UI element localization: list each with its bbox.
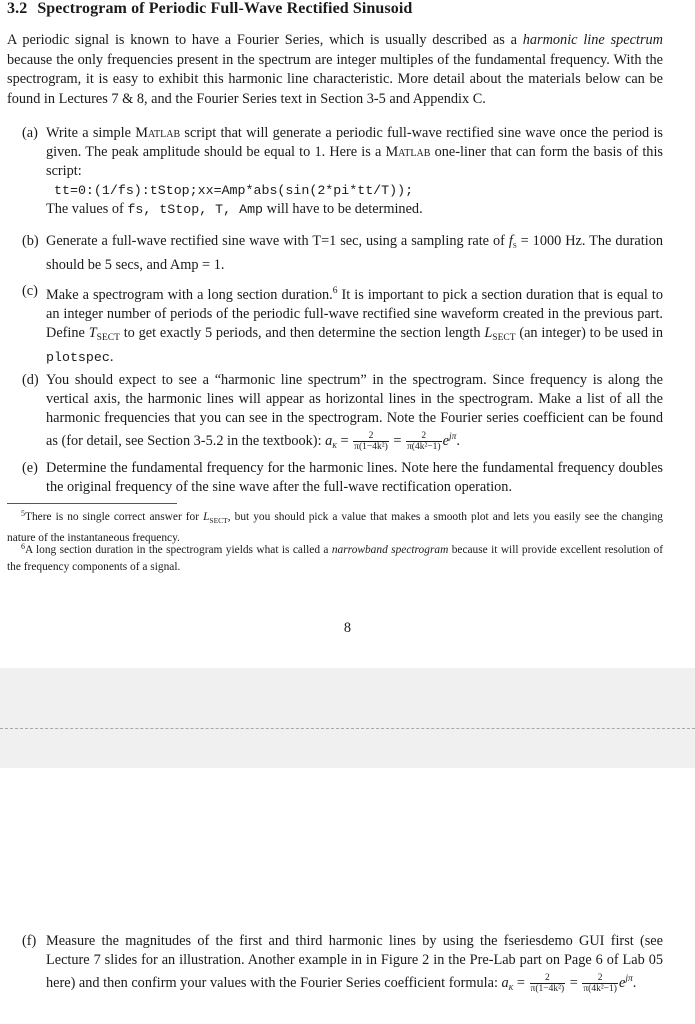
math-symbol: e <box>618 975 626 991</box>
matlab-code-line: tt=0:(1/fs):tStop;xx=Amp*abs(sin(2*pi*tt/T)); <box>54 183 414 198</box>
section-heading <box>7 0 412 18</box>
fraction-denominator: π(4k²−1) <box>583 984 617 995</box>
section-title: Spectrogram of Periodic Full-Wave Rectified Sinusoid <box>37 0 413 17</box>
math-symbol: L <box>484 325 493 341</box>
item-a-text: one-liner that can form the basis of this script: <box>46 144 663 179</box>
math-subscript: k <box>332 441 337 451</box>
item-c-text: . <box>109 349 114 365</box>
item-a <box>22 124 663 219</box>
item-f: (f) Measure the magnitudes of the first and third harmonic lines by using the fseriesdemo GUI first (see Lecture 7 slides for an illustration. Another example in in Figure 2 in the Pre-Lab part on Page 6 of Lab 05 here) and then confirm your values with the Fourier Series coefficient formula: $a_k$ = $\frac{2}{\text{π(1−4k²)}}$ = $\frac{2}{\text{π(4k²−1)}}$ $e^{j\pi}$. <box>22 933 663 995</box>
math-subscript: SECT <box>209 516 228 525</box>
item-c-text: It is important to pick a section duration that is equal to an integer number of periods of the periodic full-wave rectified sine waveform created in the previous part. Define <box>46 287 663 341</box>
fraction-numerator: 2 <box>530 973 566 984</box>
section-number: 3.2 <box>7 0 28 17</box>
item-c-text: Make a spectrogram with a long section duration. <box>46 287 333 303</box>
item-c <box>22 282 663 367</box>
math-superscript: jπ <box>448 432 457 442</box>
footnote-text: A long section duration in the spectrogram yields what is called a <box>25 544 332 556</box>
code-plotspec: plotspec <box>46 350 110 365</box>
footnote-marker: 6 <box>332 286 338 296</box>
fraction <box>530 973 566 994</box>
fraction-numerator: 2 <box>582 973 618 984</box>
item-a-text: The values of <box>46 201 128 217</box>
fraction <box>406 431 442 452</box>
math-symbol: f <box>508 233 513 249</box>
footnote-text: There is no single correct answer for <box>25 511 204 523</box>
matlab-name: Matlab <box>385 144 431 160</box>
item-label: (b) <box>22 233 39 249</box>
page-number: 8 <box>343 620 352 636</box>
footnote-emphasis: narrowband spectrogram <box>331 544 449 556</box>
intro-text-2: because the only frequencies present in the spectrum are integer multiples of the fundamental frequency. With the spectrogram, it is easy to exhibit this harmonic line characteristic. More detail about the materials below can be found in Lectures 7 & 8, and the Fourier Series text in Section 3-5 and Appendix C. <box>7 51 663 107</box>
footnote-mark: 6 <box>21 542 25 551</box>
math-equals: = <box>389 433 405 449</box>
item-c-text: (an integer) to be used in <box>515 325 663 341</box>
math-subscript: s <box>512 241 517 251</box>
fraction <box>582 973 618 994</box>
intro-text-1: A periodic signal is known to have a Fourier Series, which is usually described as a <box>7 32 523 48</box>
math-symbol: e <box>442 433 449 449</box>
item-label: (d) <box>22 372 39 388</box>
math-symbol: a <box>325 433 333 449</box>
item-b-text: Generate a full-wave rectified sine wave with T=1 sec, using a sampling rate of <box>46 233 509 249</box>
footnote-6 <box>7 539 663 575</box>
footnote-text: , but you should pick a value that makes a smooth plot and lets you easily see the changing nature of the instantaneous frequency. <box>7 511 664 544</box>
item-e-text: Determine the fundamental frequency for the harmonic lines. Note here the fundamental frequency doubles the original frequency of the sine wave after the full-wave rectification operation. <box>46 460 663 495</box>
item-b <box>22 232 663 275</box>
item-a-text: will have to be determined. <box>263 201 423 217</box>
intro-emphasis: harmonic line spectrum <box>522 32 663 48</box>
math-subscript: SECT <box>96 333 120 343</box>
math-subscript: SECT <box>492 333 516 343</box>
fraction-denominator: π(4k²−1) <box>406 442 441 453</box>
item-a-text: Write a simple <box>46 125 136 141</box>
item-c-text: to get exactly 5 periods, and then determine the section length <box>119 325 485 341</box>
item-d-text: . <box>456 433 460 449</box>
item-label: (a) <box>22 125 38 141</box>
item-label: (c) <box>22 283 38 299</box>
math-superscript: jπ <box>625 974 633 984</box>
math-symbol: a <box>501 975 509 991</box>
math-subscript: k <box>508 983 514 993</box>
item-label: (e) <box>22 460 38 476</box>
math-value: = 1000 Hz <box>516 233 582 249</box>
variable-list: fs, tStop, T, Amp <box>127 202 264 217</box>
item-label: (f) <box>22 933 37 949</box>
item-d <box>22 371 663 456</box>
fraction <box>353 431 389 452</box>
footnote-mark: 5 <box>21 509 25 518</box>
intro-paragraph <box>7 31 663 109</box>
math-equals: = <box>513 975 525 991</box>
item-d-text: You should expect to see a “harmonic line spectrum” in the spectrogram. Since frequency is along the vertical axis, the harmonic lines will appear as horizontal lines in the spectrogram. Make a list of all the harmonic frequencies that you can see in the spectrogram. Note the Fourier series coefficient can be found as (for detail, see Section 3-5.2 in the textbook): <box>46 372 663 449</box>
fraction-denominator: π(1−4k²) <box>354 442 388 453</box>
page-break-line <box>0 728 695 729</box>
fraction-denominator: π(1−4k²) <box>530 984 565 995</box>
math-equals: = <box>336 433 353 449</box>
matlab-name: Matlab <box>135 125 181 141</box>
item-a-text: script that will generate a periodic full-wave rectified sine wave once the period is given. The peak amplitude should be equal to 1. Here is a <box>46 125 663 160</box>
item-b-text: . The duration should be 5 secs, and Amp = 1. <box>46 233 663 273</box>
footnote-divider <box>7 503 177 504</box>
math-symbol: L <box>203 511 210 523</box>
item-f-text: Measure the magnitudes of the first and third harmonic lines by using the fseriesdemo GUI first (see Lecture 7 slides for an illustration. Another example in in Figure 2 in the Pre-Lab part on Page 6 of Lab 05 here) and then confirm your values with the Fourier Series coefficient formula: <box>46 933 663 991</box>
fraction-numerator: 2 <box>406 431 442 442</box>
fraction-numerator: 2 <box>353 431 389 442</box>
page-gap <box>0 668 695 768</box>
item-f-text: . <box>632 975 637 991</box>
item-e <box>22 459 663 497</box>
page-9 <box>0 768 695 1024</box>
footnote-text: because it will provide excellent resolution of the frequency components of a signal. <box>7 544 663 573</box>
math-symbol: T <box>88 325 97 341</box>
